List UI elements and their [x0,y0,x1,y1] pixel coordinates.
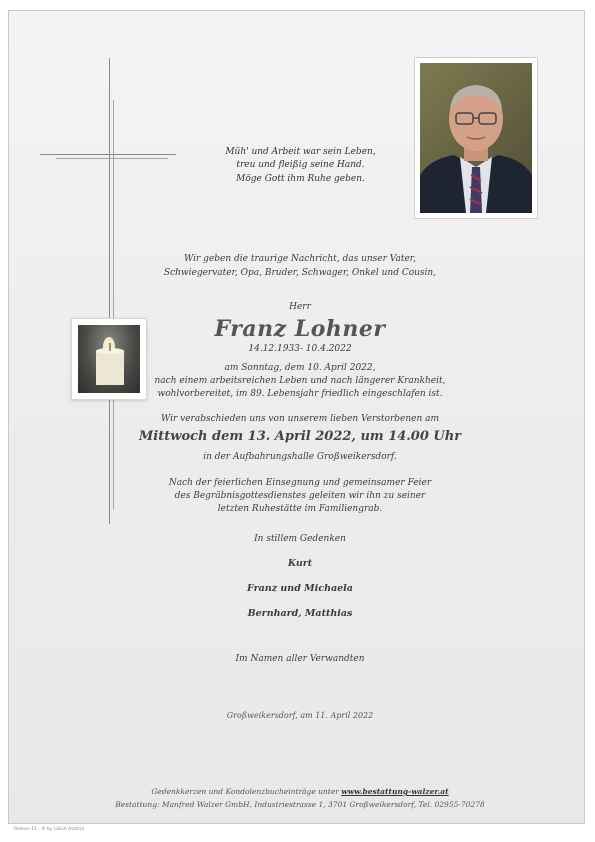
poem-line-2: treu und fleißig seine Hand. [236,160,365,170]
mourner-name: Kurt [287,558,313,569]
cross-horizontal-line-inner [56,158,168,159]
salutation: Herr [289,302,311,312]
death-notice-line-1: am Sonntag, dem 10. April 2022, [224,363,376,373]
deceased-name: Franz Lohner [214,316,386,342]
poem-line-1: Müh' und Arbeit war sein Leben, [225,147,376,157]
footer-prefix: Gedenkkerzen und Kondolenzbucheinträge unter [151,787,339,796]
footer-line-1 [50,787,550,796]
farewell-datetime: Mittwoch dem 13. April 2022, um 14.00 Uhr [138,429,462,444]
death-notice-line-2: nach einem arbeitsreichen Leben und nach längerer Krankheit, [154,376,446,386]
place-date: Großweikersdorf, am 11. April 2022 [226,711,374,720]
burial-line-2: des Begräbnisgottesdienstes geleiten wir ihn zu seiner [174,491,426,501]
portrait-photo [420,63,532,213]
burial-line-3: letzten Ruhestätte im Familiengrab. [217,504,383,514]
footer-line-2: Bestattung: Manfred Walzer GmbH, Industriestrasse 1, 3701 Großweikersdorf, Tel. 02955-70278 [115,800,485,809]
relatives-line: Im Namen aller Verwandten [235,654,365,664]
website-link[interactable]: www.bestattung-walzer.at [341,787,449,796]
cross-horizontal-line [40,154,176,155]
poem-line-3: Möge Gott ihm Ruhe geben. [236,174,365,184]
farewell-intro: Wir verabschieden uns von unserem lieben Verstorbenen am [160,414,440,424]
imprint: Roman 11 · ® by Lösch Austria [14,827,85,832]
death-notice-line-3: wohlvorbereitet, im 89. Lebensjahr friedlich eingeschlafen ist. [157,389,443,399]
mourner-name: Franz und Michaela [247,583,353,594]
farewell-place: in der Aufbahrungshalle Großweikersdorf. [203,452,397,462]
announcement-line-1: Wir geben die traurige Nachricht, das unser Vater, [184,254,416,264]
portrait-frame [414,57,538,219]
mourners-intro: In stillem Gedenken [254,534,346,544]
burial-line-1: Nach der feierlichen Einsegnung und gemeinsamer Feier [168,478,432,488]
life-dates: 14.12.1933- 10.4.2022 [248,344,352,354]
portrait-illustration [420,63,532,213]
announcement-line-2: Schwiegervater, Opa, Bruder, Schwager, Onkel und Cousin, [163,268,437,278]
mourner-name: Bernhard, Matthias [247,608,353,619]
